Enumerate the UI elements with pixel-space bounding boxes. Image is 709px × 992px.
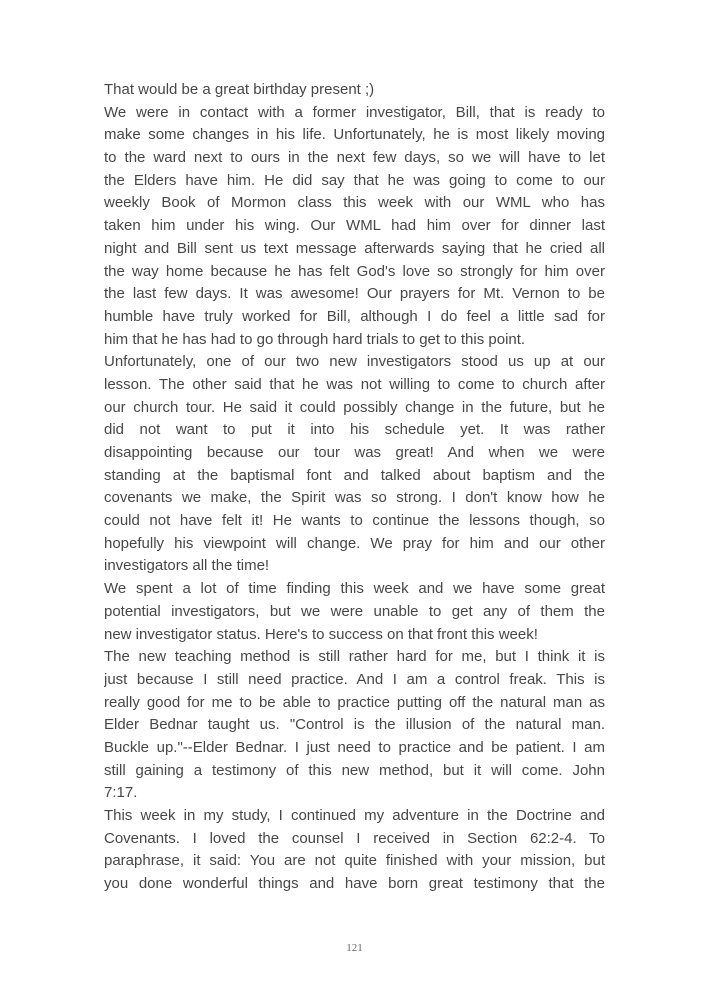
text-line: We were in contact with a former investigator, Bill, that is ready to [104,103,605,121]
text-line: did not want to put it into his schedule yet. It was rather [104,421,605,439]
text-line: hopefully his viewpoint will change. We pray for him and our other [104,534,605,552]
text-line: 7:17. [104,784,138,802]
text-line: lesson. The other said that he was not willing to come to church after [104,375,605,393]
paragraph [104,79,605,102]
text-line: That would be a great birthday present ;) [104,81,375,98]
text-line: humble have truly worked for Bill, although I do feel a little sad for [104,307,605,325]
text-line: Elder Bednar taught us. "Control is the illusion of the natural man. [104,716,605,734]
body-text [104,79,605,896]
text-line: our church tour. He said it could possibly change in the future, but he [104,398,605,416]
text-line: make some changes in his life. Unfortunately, he is most likely moving [104,126,605,144]
text-line: This week in my study, I continued my adventure in the Doctrine and [104,807,605,824]
text-line: still gaining a testimony of this new method, but it will come. John [104,761,605,779]
text-line: him that he has had to go through hard trials to get to this point. [104,330,526,348]
text-line: Buckle up."--Elder Bednar. I just need to practice and be patient. I am [104,738,605,756]
text-line: investigators all the time! [104,557,270,575]
text-line: really good for me to be able to practice putting off the natural man as [104,693,605,711]
text-line: weekly Book of Mormon class this week with our WML who has [104,194,605,212]
text-line: new investigator status. Here's to success on that front this week! [104,625,538,643]
text-line: just because I still need practice. And I am a control freak. This is [104,670,605,688]
paragraph [104,102,605,352]
text-line: standing at the baptismal font and talked about baptism and the [104,466,605,484]
text-line: The new teaching method is still rather hard for me, but I think it is [104,648,605,666]
text-line: could not have felt it! He wants to continue the lessons though, so [104,512,605,530]
text-line: Unfortunately, one of our two new investigators stood us up at our [104,353,605,371]
text-line: covenants we make, the Spirit was so strong. I don't know how he [104,489,605,507]
text-line: the Elders have him. He did say that he was going to come to our [104,171,605,189]
text-line: to the ward next to ours in the next few days, so we will have to let [104,149,605,167]
paragraph [104,578,605,646]
text-line: the last few days. It was awesome! Our prayers for Mt. Vernon to be [104,285,605,303]
paragraph [104,805,605,896]
text-line: night and Bill sent us text message afterwards saying that he cried all [104,239,605,257]
text-line: taken him under his wing. Our WML had him over for dinner last [104,217,605,235]
page-number: 121 [346,942,363,954]
text-line: you done wonderful things and have born great testimony that the [104,875,605,893]
text-line: potential investigators, but we were unable to get any of them the [104,602,605,620]
text-line: paraphrase, it said: You are not quite finished with your mission, but [104,852,605,870]
paragraph [104,646,605,805]
text-line: disappointing because our tour was great! And when we were [104,444,605,461]
text-line: We spent a lot of time finding this week and we have some great [104,580,605,598]
text-line: the way home because he has felt God's love so strongly for him over [104,262,605,280]
text-line: Covenants. I loved the counsel I received in Section 62:2-4. To [104,829,605,847]
paragraph [104,351,605,578]
